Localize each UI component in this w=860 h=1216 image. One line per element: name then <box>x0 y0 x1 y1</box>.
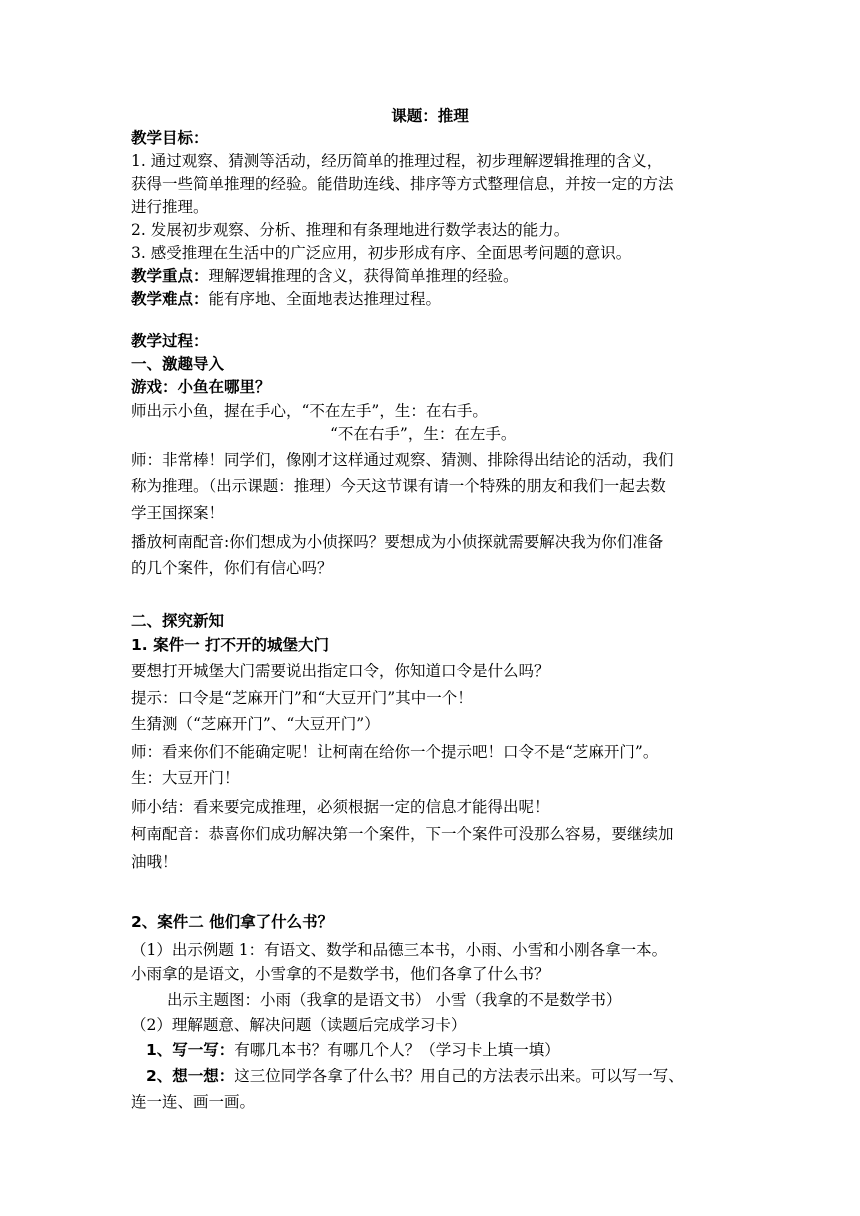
text-line <box>131 151 662 171</box>
text-line <box>131 824 674 844</box>
text-line <box>131 174 674 194</box>
body-text: “不在右手”，生：在左手。 <box>330 425 517 443</box>
body-text: 理解逻辑推理的含义，获得简单推理的经验。 <box>208 267 519 285</box>
bold-heading: 教学过程： <box>131 332 209 350</box>
bold-heading: 1、写一写： <box>146 1041 235 1059</box>
bold-heading: 二、探究新知 <box>131 612 225 630</box>
bold-heading: 教学目标： <box>131 129 209 147</box>
body-text: 学王国探案！ <box>131 504 225 522</box>
text-line <box>131 331 209 351</box>
body-text: 师：非常棒！同学们，像刚才这样通过观察、猜测、排除得出结论的活动，我们 <box>131 451 674 469</box>
text-line <box>131 266 519 286</box>
body-text: 生猜测（“芝麻开门”、“大豆开门”） <box>131 715 380 733</box>
body-text: 师出示小鱼，握在手心，“不在左手”，生：在右手。 <box>131 402 488 420</box>
text-line <box>131 450 674 470</box>
text-line <box>131 714 380 734</box>
text-line <box>131 503 224 523</box>
body-text: 称为推理。（出示课题：推理）今天这节课有请一个特殊的朋友和我们一起去数 <box>131 477 666 495</box>
text-line <box>131 401 488 421</box>
body-text: （2）理解题意、解决问题（读题后完成学习卡） <box>131 1016 467 1034</box>
text-line <box>131 688 473 708</box>
text-line <box>131 289 441 309</box>
text-line <box>146 1040 560 1060</box>
text-line <box>131 1092 255 1112</box>
text-line <box>330 424 516 444</box>
bold-heading: 2、案件二 他们拿了什么书？ <box>131 913 334 931</box>
text-line <box>131 1015 466 1035</box>
bold-heading: 教学重点： <box>131 267 209 285</box>
body-text: 油哦！ <box>131 853 178 871</box>
text-line <box>131 377 271 397</box>
body-text: 出示主题图：小雨（我拿的是语文书） 小雪（我拿的不是数学书） <box>167 991 622 1009</box>
text-line <box>131 768 240 788</box>
body-text: 柯南配音：恭喜你们成功解决第一个案件，下一个案件可没那么容易，要继续加 <box>131 825 674 843</box>
body-text: 播放柯南配音:你们想成为小侦探吗？要想成为小侦探就需要解决我为你们准备 <box>131 533 664 551</box>
text-line <box>131 742 658 762</box>
body-text: 2. 发展初步观察、分析、推理和有条理地进行数学表达的能力。 <box>131 221 570 239</box>
body-text: 师小结：看来要完成推理，必须根据一定的信息才能得出呢！ <box>131 798 550 816</box>
text-line <box>167 990 621 1010</box>
body-text: 进行推理。 <box>131 198 209 216</box>
text-line <box>131 661 550 681</box>
body-text: 小雨拿的是语文，小雪拿的不是数学书，他们各拿了什么书？ <box>131 965 550 983</box>
bold-heading: 游戏：小鱼在哪里？ <box>131 378 271 396</box>
body-text: （1）出示例题 1：有语文、数学和品德三本书，小雨、小雪和小刚各拿一本。 <box>131 941 668 959</box>
body-text: 连一连、画一画。 <box>131 1093 256 1111</box>
text-line <box>146 1066 684 1086</box>
body-text: 师：看来你们不能确定呢！让柯南在给你一个提示吧！口令不是“芝麻开门”。 <box>131 743 659 761</box>
body-text: 有哪几本书？有哪几个人？（学习卡上填一填） <box>234 1041 560 1059</box>
body-text: 获得一些简单推理的经验。能借助连线、排序等方式整理信息，并按一定的方法 <box>131 175 674 193</box>
text-line <box>131 852 178 872</box>
text-line <box>131 964 550 984</box>
text-line <box>131 220 569 240</box>
text-line <box>131 476 666 496</box>
body-text: 的几个案件，你们有信心吗？ <box>131 559 333 577</box>
text-line <box>131 940 667 960</box>
body-text: 3. 感受推理在生活中的广泛应用，初步形成有序、全面思考问题的意识。 <box>131 244 632 262</box>
body-text: 能有序地、全面地表达推理过程。 <box>208 290 442 308</box>
text-line <box>131 635 329 655</box>
text-line <box>131 912 333 932</box>
text-line <box>131 532 663 552</box>
body-text: 提示：口令是“芝麻开门”和“大豆开门”其中一个！ <box>131 689 473 707</box>
text-line <box>131 611 224 631</box>
bold-heading: 2、想一想： <box>146 1067 235 1085</box>
page-title: 课题：推理 <box>391 107 469 125</box>
bold-heading: 教学难点： <box>131 290 209 308</box>
bold-heading: 1. 案件一 打不开的城堡大门 <box>131 636 329 654</box>
body-text: 生：大豆开门！ <box>131 769 240 787</box>
body-text: 这三位同学各拿了什么书？用自己的方法表示出来。可以写一写、 <box>234 1067 684 1085</box>
text-line <box>131 354 224 374</box>
body-text: 1. 通过观察、猜测等活动，经历简单的推理过程，初步理解逻辑推理的含义， <box>131 152 663 170</box>
text-line <box>131 797 550 817</box>
text-line <box>131 243 631 263</box>
text-line <box>131 128 209 148</box>
bold-heading: 一、激趣导入 <box>131 355 225 373</box>
text-line <box>131 558 333 578</box>
body-text: 要想打开城堡大门需要说出指定口令，你知道口令是什么吗？ <box>131 662 550 680</box>
text-line <box>131 197 209 217</box>
